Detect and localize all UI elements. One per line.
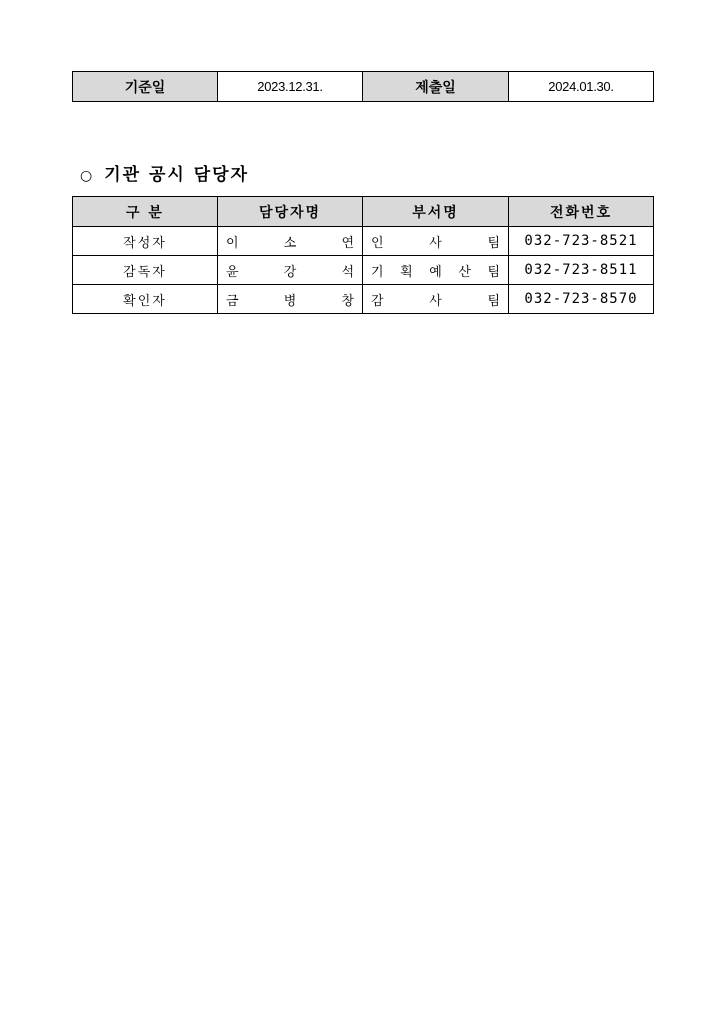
header-category: 구 분	[73, 197, 218, 227]
row-phone: 032-723-8521	[509, 227, 654, 256]
row-role: 감독자	[73, 256, 218, 285]
row-phone: 032-723-8570	[509, 285, 654, 314]
header-department: 부서명	[363, 197, 509, 227]
row-person-name	[218, 285, 363, 314]
dept-char: 인	[371, 235, 384, 251]
name-char: 창	[341, 293, 354, 309]
dept-char: 예	[429, 264, 442, 280]
dept-char: 사	[429, 235, 442, 251]
name-char: 이	[226, 235, 239, 251]
dept-char: 감	[371, 293, 384, 309]
header-phone: 전화번호	[509, 197, 654, 227]
circle-bullet-icon: ○	[80, 168, 95, 184]
section-heading	[80, 160, 249, 185]
row-department	[363, 285, 509, 314]
row-role: 작성자	[73, 227, 218, 256]
dept-char: 팀	[487, 235, 500, 251]
name-char: 윤	[226, 264, 239, 280]
name-char: 연	[341, 235, 354, 251]
name-char: 소	[283, 235, 297, 251]
contact-table	[72, 196, 654, 314]
name-char: 강	[283, 264, 297, 280]
date-info-row	[73, 72, 654, 102]
submit-date-label: 제출일	[363, 72, 509, 102]
contact-table-header	[73, 197, 654, 227]
dept-char: 팀	[487, 264, 500, 280]
dept-char: 산	[458, 264, 471, 280]
base-date-value: 2023.12.31.	[218, 72, 363, 102]
table-row	[73, 227, 654, 256]
table-row	[73, 285, 654, 314]
contact-table-body	[73, 227, 654, 314]
row-role: 확인자	[73, 285, 218, 314]
row-person-name	[218, 227, 363, 256]
dept-char: 기	[371, 264, 384, 280]
name-char: 병	[283, 293, 297, 309]
row-phone: 032-723-8511	[509, 256, 654, 285]
base-date-label: 기준일	[73, 72, 218, 102]
dept-char: 획	[400, 264, 413, 280]
dept-char: 사	[429, 293, 442, 309]
submit-date-value: 2024.01.30.	[509, 72, 654, 102]
row-department	[363, 227, 509, 256]
table-row	[73, 256, 654, 285]
row-person-name	[218, 256, 363, 285]
row-department	[363, 256, 509, 285]
header-name: 담당자명	[218, 197, 363, 227]
name-char: 금	[226, 293, 239, 309]
name-char: 석	[341, 264, 354, 280]
section-title: 기관 공시 담당자	[104, 165, 250, 185]
date-info-table	[72, 71, 654, 102]
dept-char: 팀	[487, 293, 500, 309]
